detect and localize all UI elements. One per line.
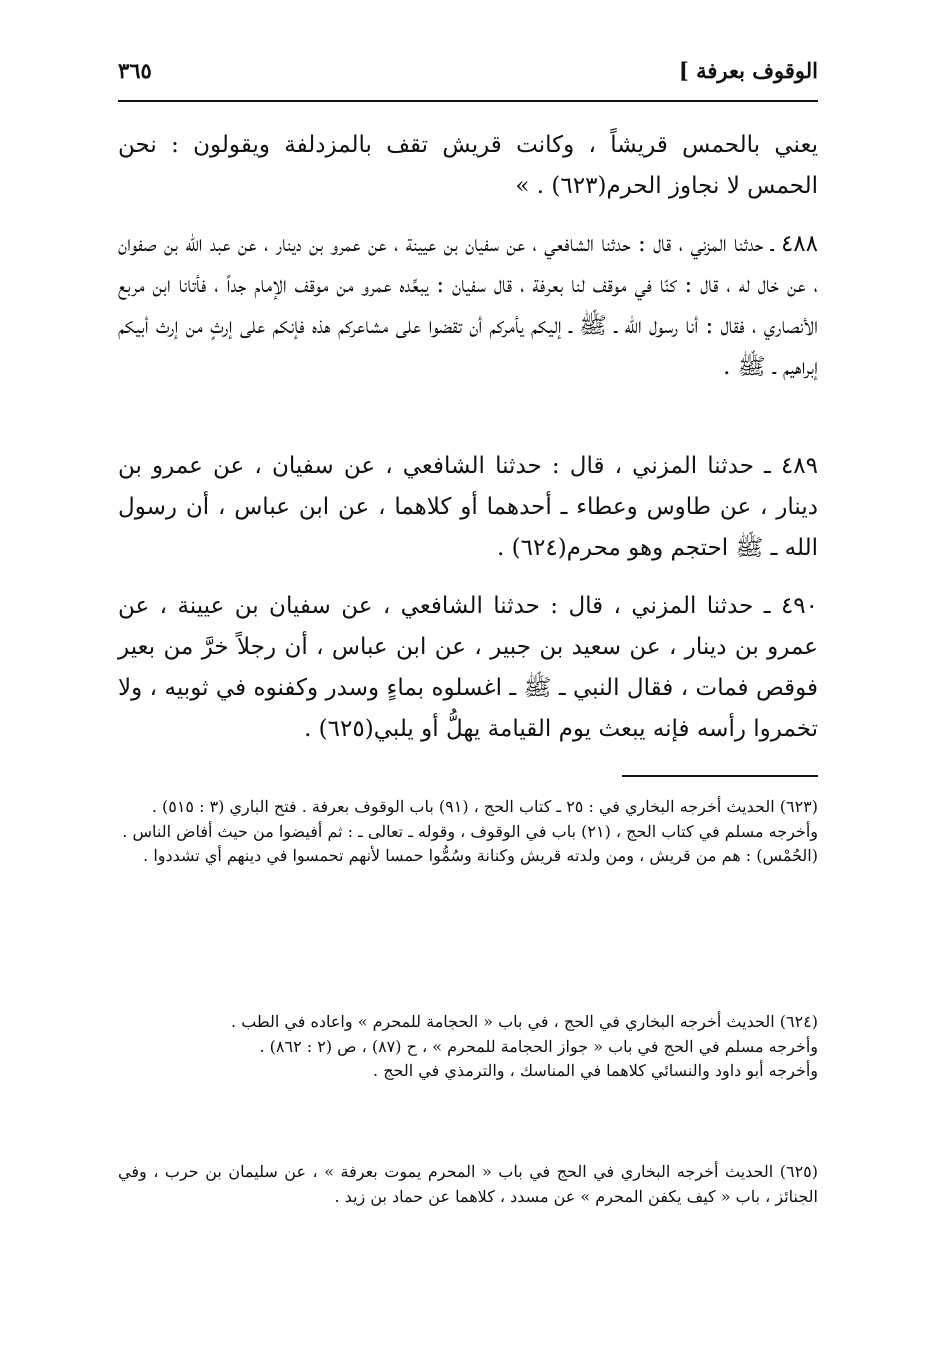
footnote-line: (٦٢٣) الحديث أخرجه البخاري في : ٢٥ ـ كتاب الحج ، (٩١) باب الوقوف بعرفة . فتح الباري (٣ : ٥١٥) . bbox=[151, 797, 818, 816]
running-header bbox=[118, 58, 818, 98]
header-rule bbox=[118, 100, 818, 102]
footnote-624 bbox=[118, 1010, 818, 1084]
page-number: ٣٦٥ bbox=[118, 58, 152, 83]
footnote-line: وأخرجه مسلم في الحج في باب « جواز الحجامة للمحرم » ، ح (٨٧) ، ص (٢ : ٨٦٢) . bbox=[259, 1036, 818, 1056]
footnote-line: (٦٢٥) الحديث أخرجه البخاري في الحج في باب « المحرم يموت بعرفة » ، عن سليمان بن حرب ، وفي الجنائز ، باب « كيف يكفن المحرم » عن مسدد ، كلاهما عن حماد بن زيد . bbox=[118, 1162, 818, 1206]
footnote-line: (٦٢٤) الحديث أخرجه البخاري في الحج ، في باب « الحجامة للمحرم » واعاده في الطب . bbox=[231, 1012, 818, 1031]
footnote-line: وأخرجه أبو داود والنسائي كلاهما في المناسك ، والترمذي في الحج . bbox=[373, 1061, 818, 1080]
footnote-line: (الحُمْس) : هم من قريش ، ومن ولدته قريش وكنانة وسُمُّوا حمسا لأنهم تحمسوا في دينهم أي تشددوا . bbox=[143, 846, 818, 865]
footnote-623 bbox=[118, 795, 818, 869]
footnote-625 bbox=[118, 1160, 818, 1209]
running-title: الوقوف بعرفة ] bbox=[678, 58, 818, 83]
paragraph-hadith-488: ٤٨٨ ـ حدثنا المزني ، قال : حدثنا الشافعي ، عن سفيان بن عيينة ، عن عمرو بن دينار ، عن عبد الله بن صفوان ، عن خال له ، قال : كنّا في موقف لنا بعرفة ، قال سفيان : يبعِّده عمرو من موقف الإمام جداً ، فأتانا ابن مربع الأنصاري ، فقال : أنا رسول الله ـ ﷺ ـ إليكم يأمركم أن تقضوا على مشاعركم هذه فإنكم على إرثٍ من إرث أبيكم إبراهيم ـ ﷺ . bbox=[118, 231, 818, 380]
paragraph-continuation: يعني بالحمس قريشاً ، وكانت قريش تقف بالمزدلفة ويقولون : نحن الحمس لا نجاوز الحرم(٦٢٣) . » bbox=[118, 132, 818, 199]
footnote-rule bbox=[622, 775, 818, 777]
paragraph-hadith-489: ٤٨٩ ـ حدثنا المزني ، قال : حدثنا الشافعي ، عن سفيان ، عن عمرو بن دينار ، عن طاوس وعطاء ـ أحدهما أو كلاهما ، عن ابن عباس ، أن رسول الله ـ ﷺ احتجم وهو محرم(٦٢٤) . bbox=[118, 453, 818, 561]
footnote-line: وأخرجه مسلم في كتاب الحج ، (٢١) باب في الوقوف ، وقوله ـ تعالى ـ : ثم أفيضوا من حيث أفاض الناس . bbox=[122, 821, 818, 841]
paragraph-hadith-490: ٤٩٠ ـ حدثنا المزني ، قال : حدثنا الشافعي ، عن سفيان بن عيينة ، عن عمرو بن دينار ، عن سعيد بن جبير ، عن ابن عباس ، أن رجلاً خرَّ من بعير فوقص فمات ، فقال النبي ـ ﷺ ـ اغسلوه بماءٍ وسدر وكفنوه في ثوبيه ، ولا تخمروا رأسه فإنه يبعث يوم القيامة يهلُّ أو يلبي(٦٢٥) . bbox=[118, 593, 818, 742]
